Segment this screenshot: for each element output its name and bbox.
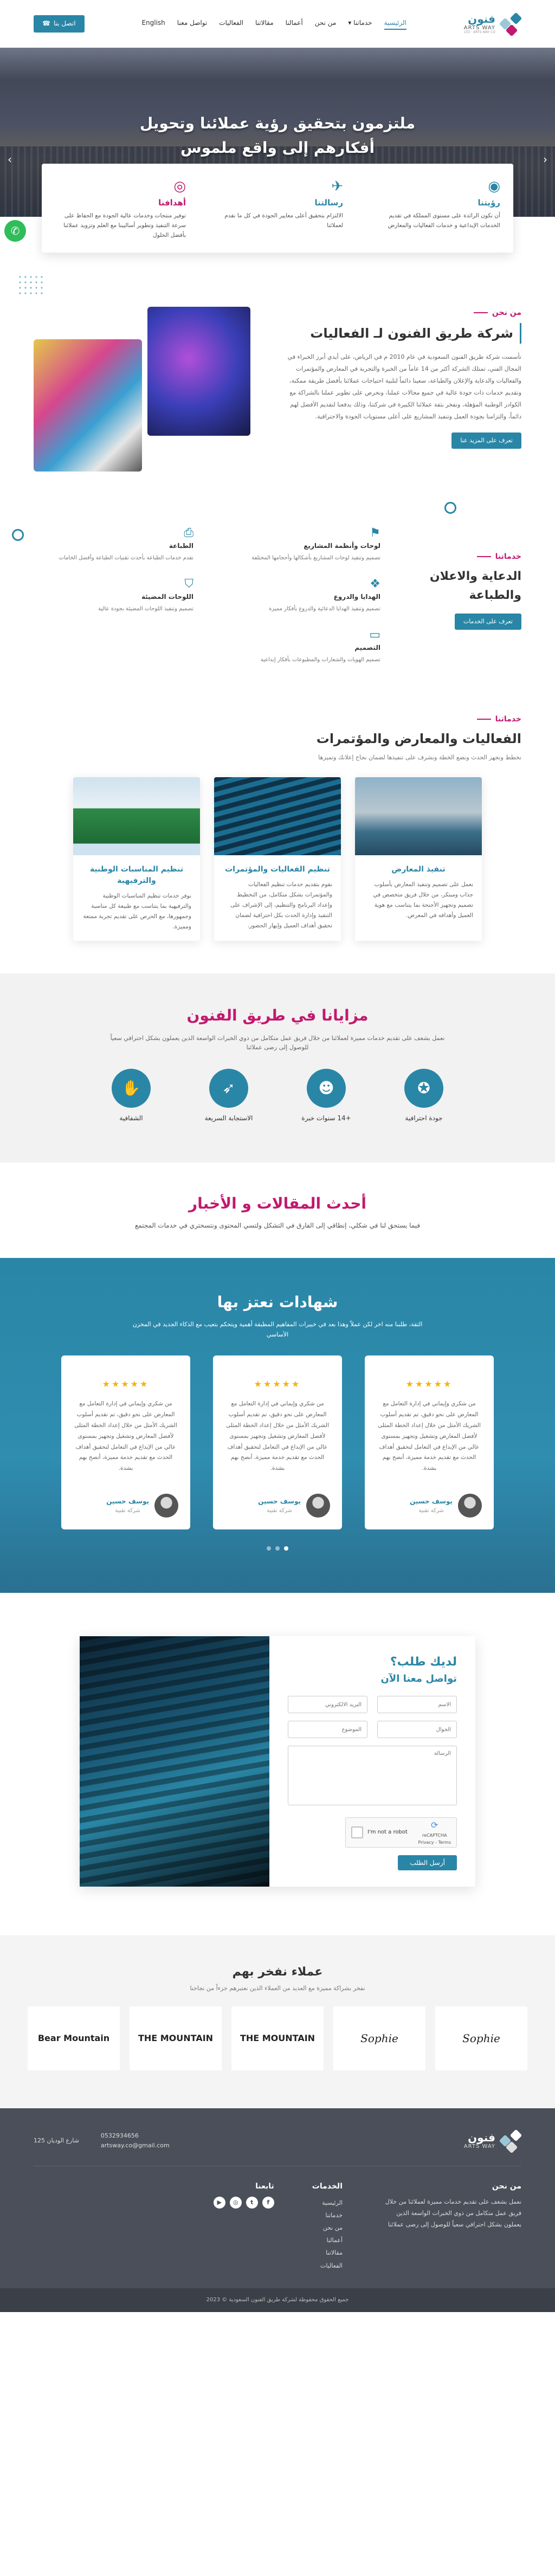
subject-input[interactable]: [288, 1721, 367, 1738]
logo-sub: LTD · ARTS WAY CO: [464, 30, 495, 35]
avatar: [306, 1494, 330, 1518]
service-text: تصميم وتنفيذ لوحات المشاريع بأشكالها وأحجامها المختلفة: [251, 554, 380, 561]
testimonial-quote: من شكري وإيماني في إدارة التعامل مع المعارض على نحو دقيق، تم تقديم أسلوب الشريك الأمثل من خلال إعداد الخطة المثلى لأفضل المعارض وتشغيل وتجهيز بمستوى عالي من الإبداع في التعامل لتحقيق أهداف الحدث مع تقديم خدمة مميزة، أنصح بهم بشدة.: [378, 1400, 481, 1472]
service-title: الطباعة: [169, 541, 193, 550]
testimonials-section: [0, 1258, 555, 1593]
printer-icon: ⎙: [184, 526, 193, 540]
contact-form: [269, 1636, 475, 1887]
footer-link[interactable]: الفعاليات: [320, 2262, 343, 2269]
vision-mission-goals: [42, 164, 513, 253]
testimonial-name: يوسف حسين: [258, 1497, 301, 1505]
feature-item: [196, 1069, 261, 1125]
carousel-dot[interactable]: [284, 1546, 288, 1551]
monitor-icon: ▭: [369, 628, 380, 642]
feature-item: [99, 1069, 164, 1125]
footer-link[interactable]: الرئيسية: [322, 2199, 343, 2207]
twitter-icon[interactable]: t: [246, 2197, 258, 2209]
feature-label: جودة احترافية: [405, 1114, 443, 1122]
contact-section: [0, 1593, 555, 1935]
event-hall-image: [147, 307, 250, 436]
nav-services[interactable]: [348, 18, 372, 29]
footer-about-title: من نحن: [492, 2181, 521, 2191]
nav-services-label: خدماتنا: [353, 19, 372, 27]
event-card-text: نعمل على تصميم وتنفيذ المعارض بأسلوب جذاب ومبتكر، من خلال فريق متخصص في تصميم وتجهيز الأجنحة بما يتناسب مع هوية العميل وأهدافه في المعرض.: [373, 881, 473, 919]
team-icon: ☻: [307, 1069, 346, 1108]
whatsapp-float-button[interactable]: [4, 220, 26, 242]
recaptcha-checkbox[interactable]: [351, 1826, 363, 1838]
events-subtitle: نخطط ونجهز الحدث ونضع الخطة ونشرف على تنفيذها لضمان نجاح إعلانك وتميزها: [318, 753, 521, 761]
features-intro: نعمل بشغف على تقديم خدمات مميزة لعملائنا من خلال فريق عمل متكامل من ذوي الخبرات الواسعة الذين يعملون بشكل احترافي سعياً للوصول إلى رضى عملائنا: [110, 1034, 445, 1051]
decor-ring: [12, 529, 24, 541]
event-card[interactable]: [73, 777, 200, 941]
service-item[interactable]: [221, 574, 380, 614]
contact-title: لديك طلب؟: [390, 1655, 457, 1669]
about-tag: من نحن: [278, 307, 521, 319]
testimonial-card: [365, 1355, 494, 1529]
service-item[interactable]: [34, 574, 193, 614]
events-title: الفعاليات والمعارض والمؤتمرات: [316, 731, 521, 747]
recaptcha-logo-icon: ⟳: [431, 1820, 438, 1831]
recaptcha-widget: [345, 1817, 457, 1848]
articles-title: أحدث المقالات و الأخبار: [189, 1194, 366, 1212]
service-text: تصميم الهويات والشعارات والمطبوعات بأفكار إبداعية: [260, 657, 380, 663]
printing-image: [34, 339, 142, 472]
feature-label: الاستجابة السريعة: [204, 1114, 253, 1122]
carousel-dots: [0, 1544, 555, 1555]
feature-label: الشفافية: [119, 1114, 143, 1122]
nav-about[interactable]: من نحن: [314, 19, 337, 27]
site-footer: [0, 2108, 555, 2312]
testimonial-role: شركة تقنية: [267, 1507, 292, 1514]
decor-ring: [444, 502, 456, 514]
slider-next-icon[interactable]: ›: [8, 153, 12, 166]
client-logo: Sophie: [435, 2006, 527, 2070]
youtube-icon[interactable]: ▶: [214, 2197, 225, 2209]
testimonial-role: شركة تقنية: [115, 1507, 140, 1514]
logo-mark-icon: [500, 13, 521, 35]
carousel-dot[interactable]: [267, 1546, 271, 1551]
star-rating-icon: ★★★★★: [254, 1379, 301, 1390]
testimonial-card: [213, 1355, 342, 1529]
logo-arabic: فنون: [468, 2131, 495, 2145]
services-section: [34, 496, 521, 692]
site-header: [0, 0, 555, 48]
recaptcha-brand: reCAPTCHA: [422, 1832, 447, 1838]
recaptcha-terms[interactable]: Privacy - Terms: [418, 1839, 451, 1845]
target-icon: ◎: [173, 178, 186, 195]
pillar-text: أن نكون الرائدة على مستوى المملكة في تقديم الخدمات الإبداعية و خدمات الفعاليات والمعارض: [388, 212, 500, 229]
events-tag: خدماتنا: [34, 713, 521, 725]
about-title: شركة طريق الفنون لـ الفعاليات: [278, 323, 521, 344]
name-input[interactable]: [377, 1696, 457, 1713]
events-section: [34, 692, 521, 973]
event-card-title: تنظيم المناسبات الوطنية والترفيهية: [89, 865, 184, 886]
call-us-button[interactable]: [34, 15, 85, 32]
avatar: [154, 1494, 178, 1518]
phone-input[interactable]: [377, 1721, 457, 1738]
pillar-mission: [199, 164, 356, 253]
service-item[interactable]: [221, 625, 380, 664]
footer-phone[interactable]: 0532934656: [100, 2132, 139, 2140]
feature-label: +14 سنوات خبرة: [301, 1114, 351, 1122]
national-flag-image: [73, 777, 200, 855]
copyright: جميع الحقوق محفوظة لشركة طريق الفنون السعودية © 2023: [0, 2288, 555, 2312]
avatar: [458, 1494, 482, 1518]
about-text: تأسست شركة طريق الفنون السعودية في عام 2010 م في الرياض، على أيدي أبرز الخبراء في المجال الفني، تمتلك الشركة أكثر من 14 عاماً من الخبرة والتجربة في المعارض والمؤتمرات والفعاليات والدعاية والإعلان والطباعة، سعينا دائماً لتلبية احتياجات عملائنا بأفضل طريقة ممكنة، وتقديم خدمات ذات جودة عالية في جميع مجالات عملنا، ونحرص على تطوير عملنا بالشراكة مع الكوادر الوطنية المؤهلة، ونفخر بثقة عملائنا الكبيرة في شركتنا، وذلك يدفعنا لتقديم الأفضل لهم دائماً، والتزامنا بجودة العمل وتنفيذ المشاريع على أعلى مستويات الجودة والاحترافية.: [287, 353, 521, 421]
features-section: [0, 973, 555, 1163]
services-more-button[interactable]: تعرف على الخدمات: [455, 614, 521, 630]
articles-subtitle: فيما يستحق لنا في شكلي، إنطاقي إلى الفارق في التشكل ولتسي المحتوى ونتسختري في خدمات المجتمع: [134, 1221, 421, 1229]
instagram-icon[interactable]: ◎: [230, 2197, 242, 2209]
testimonial-quote: من شكري وإيماني في إدارة التعامل مع المعارض على نحو دقيق، تم تقديم أسلوب الشريك الأمثل من خلال إعداد الخطة المثلى لأفضل المعارض وتشغيل وتجهيز بمستوى عالي من الإبداع في التعامل لتحقيق أهداف الحدث مع تقديم خدمة مميزة، أنصح بهم بشدة.: [74, 1400, 177, 1472]
testimonials-title: شهادات نعتز بها: [217, 1293, 338, 1311]
nav-events[interactable]: الفعاليات: [219, 19, 244, 27]
star-rating-icon: ★★★★★: [102, 1379, 150, 1390]
decor-dots: [17, 274, 44, 296]
rocket-icon: ➶: [209, 1069, 248, 1108]
logo-english: ARTS WAY: [463, 2144, 495, 2150]
footer-link[interactable]: مقالاتنا: [326, 2249, 343, 2257]
whatsapp-icon: ✆: [10, 224, 20, 237]
event-card[interactable]: [214, 777, 341, 941]
pillar-goals: [42, 164, 199, 253]
about-section: [34, 253, 521, 496]
facebook-icon[interactable]: f: [262, 2197, 274, 2209]
chevron-down-icon: ▾: [348, 19, 352, 27]
about-more-button[interactable]: تعرف على المزيد عنا: [451, 432, 521, 449]
articles-section: [0, 1163, 555, 1258]
email-input[interactable]: [288, 1696, 367, 1713]
service-title: التصميم: [354, 643, 380, 651]
conference-image: [214, 777, 341, 855]
event-card-text: نقوم بتقديم خدمات تنظيم الفعاليات والمؤتمرات بشكل متكامل، من التخطيط وإعداد البرنامج والتنظيم، إلى الإشراف على التنفيذ وإدارة الحدث بكل احترافية لضمان تحقيق أهداف العميل وإبهار الحضور.: [230, 881, 332, 929]
event-card[interactable]: [355, 777, 482, 941]
nav-home[interactable]: الرئيسية: [384, 18, 406, 29]
service-text: تصميم وتنفيذ اللوحات المضيئة بجودة عالية: [98, 605, 193, 612]
shield-icon: ⛉: [184, 577, 193, 591]
testimonial-name: يوسف حسين: [410, 1497, 453, 1505]
gift-icon: ❖: [370, 577, 380, 591]
footer-services-title: الخدمات: [312, 2181, 343, 2191]
logo-mark-icon: [500, 2130, 521, 2152]
clients-subtitle: نفخر بشراكة مميزة مع العديد من العملاء الذين نعتبرهم جزءاً من نجاحنا: [190, 1985, 365, 1992]
star-rating-icon: ★★★★★: [405, 1379, 453, 1390]
footer-address: شارع الوديان 125: [34, 2136, 79, 2144]
footer-follow-title: تابعنا: [255, 2181, 274, 2191]
event-card-title: تنفيذ المعارض: [391, 865, 446, 874]
nav-contact[interactable]: تواصل معنا: [177, 19, 208, 27]
service-title: اللوحات المضيئة: [141, 592, 193, 601]
features-title: مزايانا في طريق الفنون: [186, 1006, 369, 1025]
testimonials-intro: الثقة، طلبنا منه اخر لكن عملاً وهذا بعد في خبيرات المفاهيم المطبقة أهمية ويتحكم بتعيب مع الذكاء الجديد في المخزن الأساسي: [132, 1320, 423, 1339]
footer-email[interactable]: artsway.co@gmail.com: [100, 2141, 170, 2149]
footer-logo[interactable]: [464, 2130, 521, 2152]
feature-item: [391, 1069, 456, 1125]
logo-arabic: فنون: [468, 12, 495, 26]
logo-english: ARTS WAY: [463, 25, 495, 31]
paper-plane-icon: ✈: [331, 178, 343, 195]
client-logo: Bear Mountain: [28, 2006, 120, 2070]
footer-about-text: نعمل بشغف على تقديم خدمات مميزة لعملائنا من خلال فريق عمل متكامل من ذوي الخبرات الواسعة الذين يعملون بشكل احترافي سعياً للوصول إلى رضى عملائنا: [385, 2198, 521, 2228]
testimonial-name: يوسف حسين: [106, 1497, 149, 1505]
pillar-title: رؤيتنا: [477, 198, 500, 208]
testimonial-role: شركة تقنية: [418, 1507, 444, 1514]
pillar-text: الالتزام بتحقيق أعلى معايير الجودة في كل ما نقدم لعملائنا: [224, 212, 343, 229]
service-title: الهدايا والدروع: [333, 592, 380, 601]
badge-icon: ✪: [404, 1069, 443, 1108]
nav-language[interactable]: English: [141, 19, 165, 27]
service-item[interactable]: [34, 524, 193, 563]
testimonial-card: [61, 1355, 190, 1529]
clients-section: [0, 1935, 555, 2108]
service-title: لوحات وأنظمة المشاريع: [304, 541, 380, 550]
footer-link[interactable]: أعمالنا: [326, 2237, 343, 2244]
services-tag: خدماتنا: [402, 551, 521, 563]
client-logo: Sophie: [333, 2006, 425, 2070]
logo[interactable]: [464, 13, 521, 35]
pillar-text: توفير منتجات وخدمات عالية الجودة مع الحفاظ على سرعة التنفيذ وتطوير أساليبنا مع العلم وتزويد عملائنا بأفضل الحلول: [63, 212, 186, 238]
eye-icon: ◉: [488, 178, 500, 195]
sign-icon: ⚑: [370, 526, 380, 540]
footer-link[interactable]: خدماتنا: [325, 2212, 343, 2219]
services-grid: [34, 524, 380, 665]
carousel-dot[interactable]: [275, 1546, 280, 1551]
about-images: [34, 307, 250, 475]
slider-prev-icon[interactable]: ‹: [543, 153, 547, 166]
feature-item: [294, 1069, 359, 1125]
recaptcha-label: I'm not a robot: [367, 1829, 408, 1835]
service-text: نقدم خدمات الطباعة بأحدث تقنيات الطباعة وأفضل الخامات: [59, 554, 193, 561]
service-item[interactable]: [221, 524, 380, 563]
auditorium-image: [80, 1636, 269, 1887]
main-nav: [141, 18, 406, 29]
service-text: تصميم وتنفيذ الهدايا الدعائية والدروع بأفكار مميزة: [269, 605, 380, 612]
testimonial-quote: من شكري وإيماني في إدارة التعامل مع المعارض على نحو دقيق، تم تقديم أسلوب الشريك الأمثل من خلال إعداد الخطة المثلى لأفضل المعارض وتشغيل وتجهيز بمستوى عالي من الإبداع في التعامل لتحقيق أهداف الحدث مع تقديم خدمة مميزة، أنصح بهم بشدة.: [226, 1400, 329, 1472]
message-input[interactable]: [288, 1746, 457, 1805]
call-us-label: اتصل بنا: [53, 20, 76, 28]
clients-title: عملاء نفخر بهم: [232, 1965, 323, 1979]
contact-subtitle: تواصل معنا الآن: [380, 1673, 457, 1685]
client-logo: THE MOUNTAIN: [231, 2006, 324, 2070]
nav-articles[interactable]: مقالاتنا: [255, 19, 274, 27]
handshake-icon: ✋: [112, 1069, 151, 1108]
phone-icon: ☎: [42, 20, 50, 28]
footer-link[interactable]: من نحن: [322, 2224, 343, 2232]
pillar-title: رسالتنا: [314, 198, 343, 208]
nav-works[interactable]: أعمالنا: [285, 19, 303, 27]
exhibition-image: [355, 777, 482, 855]
client-logo: THE MOUNTAIN: [130, 2006, 222, 2070]
pillar-vision: [356, 164, 513, 253]
event-card-title: تنظيم الفعاليات والمؤتمرات: [225, 865, 330, 874]
pillar-title: أهدافنا: [158, 198, 186, 208]
event-card-text: نوفر خدمات تنظيم المناسبات الوطنية والترفيهية بما يتناسب مع طبيعة كل مناسبة وجمهورها، مع الحرص على تقديم تجربة ممتعة ومميزة.: [83, 893, 191, 931]
submit-request-button[interactable]: أرسل الطلب: [398, 1855, 457, 1870]
hero-title: ملتزمون بتحقيق رؤية عملائنا وتحويل أفكارهم إلى واقع ملموس: [139, 114, 416, 157]
services-title: الدعاية والاعلان والطباعة: [429, 569, 521, 603]
